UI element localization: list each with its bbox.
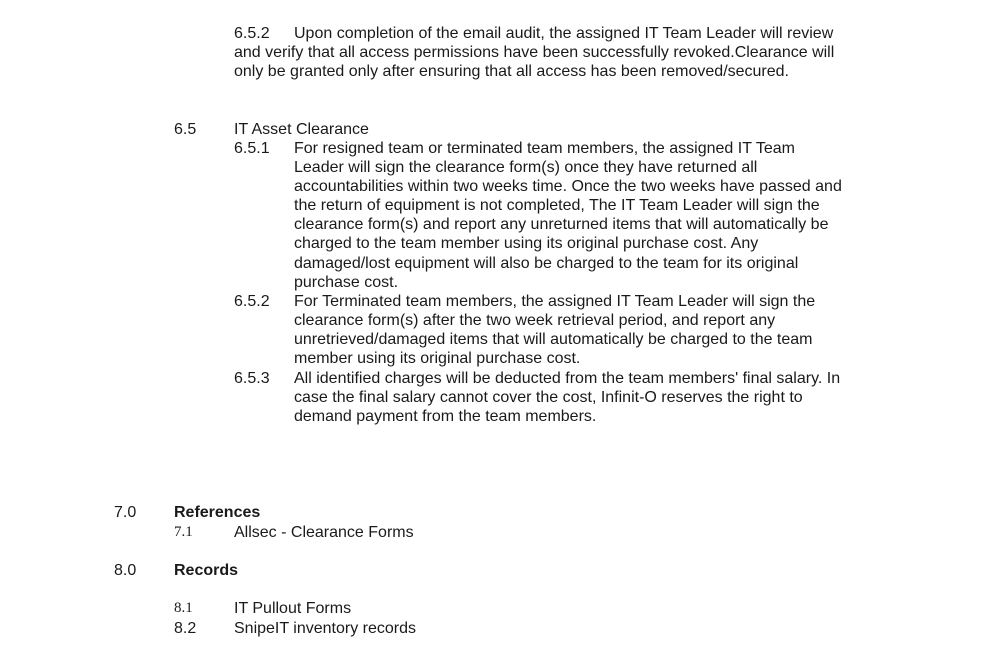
clause-number-6-5-2: 6.5.2 <box>234 293 270 310</box>
section-number-6-5: 6.5 <box>174 121 197 138</box>
text-line: damaged/lost equipment will also be charged to the team for its original <box>294 254 799 272</box>
item-number-8-2: 8.2 <box>174 620 197 637</box>
record-item: IT Pullout Forms <box>234 600 352 617</box>
text-line: For Terminated team members, the assigned IT Team Leader will sign the <box>294 293 816 310</box>
text-line: accountabilities within two weeks time. Once the two weeks have passed and <box>294 178 842 196</box>
clause-number-6-5-2-top: 6.5.2 <box>234 25 270 42</box>
text-line: purchase cost. <box>294 273 399 291</box>
section-title-records: Records <box>174 562 239 579</box>
clause-6-5-3-text <box>294 369 840 426</box>
text-line: Leader will sign the clearance form(s) once they have returned all <box>294 159 758 177</box>
item-number-8-1: 8.1 <box>174 600 193 616</box>
text-line: member using its original purchase cost. <box>294 350 581 368</box>
record-item: SnipeIT inventory records <box>234 620 417 637</box>
text-line: and verify that all access permissions have been successfully revoked.Clearance will <box>234 44 835 61</box>
text-line: For resigned team or terminated team members, the assigned IT Team <box>294 140 795 157</box>
text-line: Upon completion of the email audit, the assigned IT Team Leader will review <box>294 25 834 42</box>
reference-item: Allsec - Clearance Forms <box>234 524 414 541</box>
text-line: charged to the team member using its original purchase cost. Any <box>294 235 759 253</box>
section-number-8-0: 8.0 <box>114 562 137 579</box>
text-line: clearance form(s) after the two week retrieval period, and report any <box>294 312 776 330</box>
clause-number-6-5-1: 6.5.1 <box>234 140 270 157</box>
text-line: demand payment from the team members. <box>294 408 597 426</box>
text-line: unretrieved/damaged items that will automatically be charged to the team <box>294 331 813 349</box>
item-number-7-1: 7.1 <box>174 524 193 540</box>
text-line: All identified charges will be deducted from the team members' final salary. In <box>294 370 841 387</box>
clause-6-5-2-top-continuation <box>234 43 834 81</box>
clause-6-5-1-text <box>294 139 842 292</box>
section-title-it-asset-clearance: IT Asset Clearance <box>234 121 369 138</box>
clause-number-6-5-3: 6.5.3 <box>234 370 270 387</box>
section-number-7-0: 7.0 <box>114 504 137 521</box>
clause-6-5-2-top-text <box>234 24 833 43</box>
section-title-references: References <box>174 504 261 521</box>
text-line: case the final salary cannot cover the cost, Infinit-O reserves the right to <box>294 389 803 407</box>
text-line: the return of equipment is not completed, The IT Team Leader will sign the <box>294 197 820 215</box>
text-line: clearance form(s) and report any unreturned items that will automatically be <box>294 216 829 234</box>
text-line: only be granted only after ensuring that all access has been removed/secured. <box>234 63 789 81</box>
clause-6-5-2-text <box>294 292 815 368</box>
